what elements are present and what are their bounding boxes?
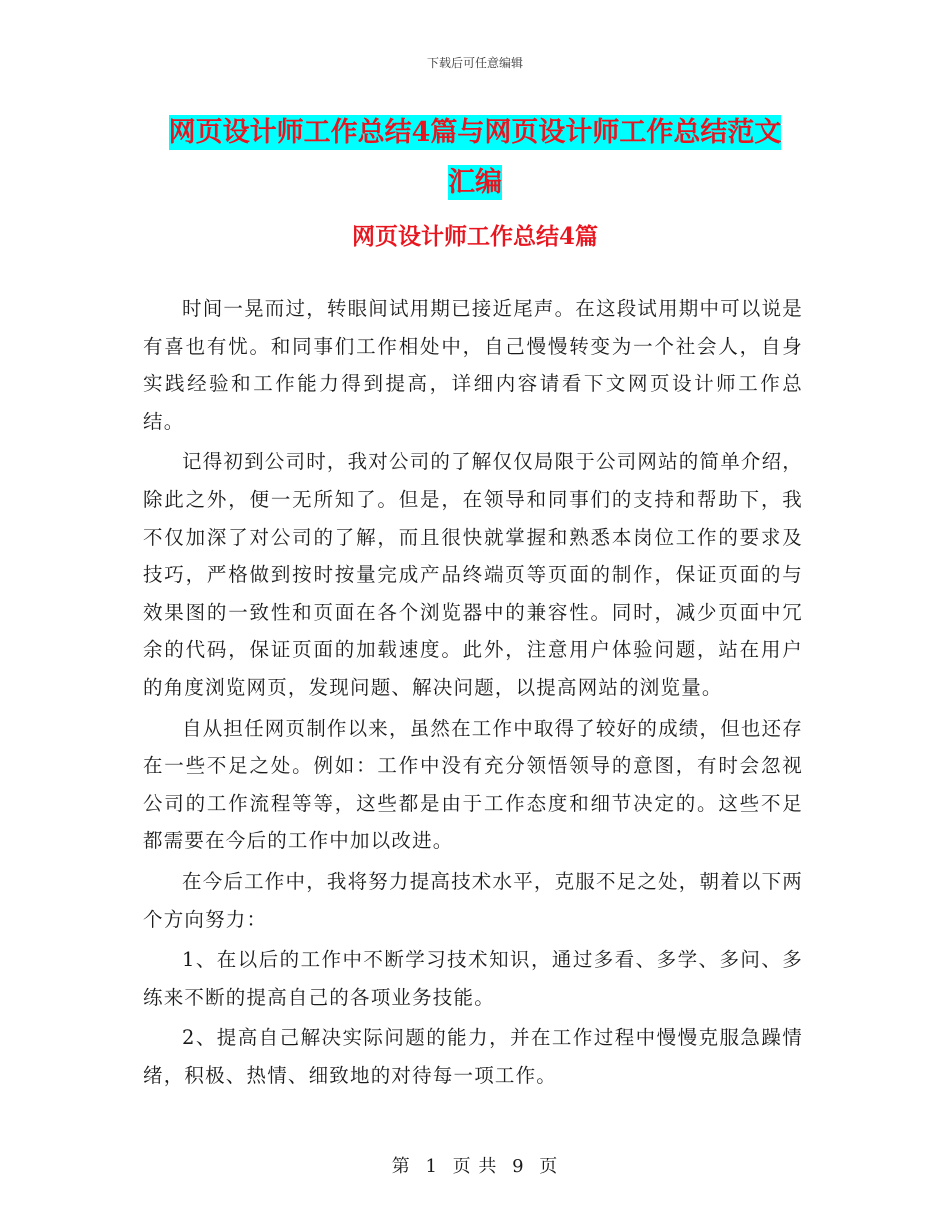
total-page-count: 9 xyxy=(512,1156,525,1177)
section-title: 网页设计师工作总结4篇 xyxy=(351,223,598,250)
paragraph: 自从担任网页制作以来，虽然在工作中取得了较好的成绩，但也还存在一些不足之处。例如：工作中没有充分领悟领导的意图，有时会忽视公司的工作流程等等，这些都是由于工作态度和细节决定的。这些不足都需要在今后的工作中加以改进。 xyxy=(143,716,804,853)
page-footer xyxy=(0,1152,950,1178)
paragraph: 时间一晃而过，转眼间试用期已接近尾声。在这段试用期中可以说是有喜也有忧。和同事们工作相处中，自己慢慢转变为一个社会人，自身实践经验和工作能力得到提高，详细内容请看下文网页设计师工作总结。 xyxy=(143,297,804,433)
footer-middle: 页 共 xyxy=(452,1156,498,1177)
paragraph: 记得初到公司时，我对公司的了解仅仅局限于公司网站的简单介绍，除此之外，便一无所知了。但是，在领导和同事们的支持和帮助下，我不仅加深了对公司的了解，而且很快就掌握和熟悉本岗位工作的要求及技巧，严格做到按时按量完成产品终端页等页面的制作，保证页面的与效果图的一致性和页面在各个浏览器中的兼容性。同时，减少页面中冗余的代码，保证页面的加载速度。此外，注意用户体验问题，站在用户的角度浏览网页，发现问题、解决问题，以提高网站的浏览量。 xyxy=(143,450,804,699)
title-line-1: 网页设计师工作总结4篇与网页设计师工作总结范文 xyxy=(168,117,782,148)
current-page-number: 1 xyxy=(425,1156,438,1177)
header-note: 下载后可任意编辑 xyxy=(426,56,523,70)
title-line-2: 汇编 xyxy=(448,167,502,198)
paragraph: 2、提高自己解决实际问题的能力，并在工作过程中慢慢克服急躁情绪，积极、热情、细致地的对待每一项工作。 xyxy=(143,1026,803,1087)
paragraph: 在今后工作中，我将努力提高技术水平，克服不足之处，朝着以下两个方向努力： xyxy=(143,869,804,931)
document-title xyxy=(0,108,950,208)
paragraph: 1、在以后的工作中不断学习技术知识，通过多看、多学、多问、多练来不断的提高自己的各项业务技能。 xyxy=(143,948,803,1009)
body-text xyxy=(143,290,803,1097)
footer-suffix: 页 xyxy=(539,1156,559,1177)
footer-prefix: 第 xyxy=(391,1156,411,1177)
